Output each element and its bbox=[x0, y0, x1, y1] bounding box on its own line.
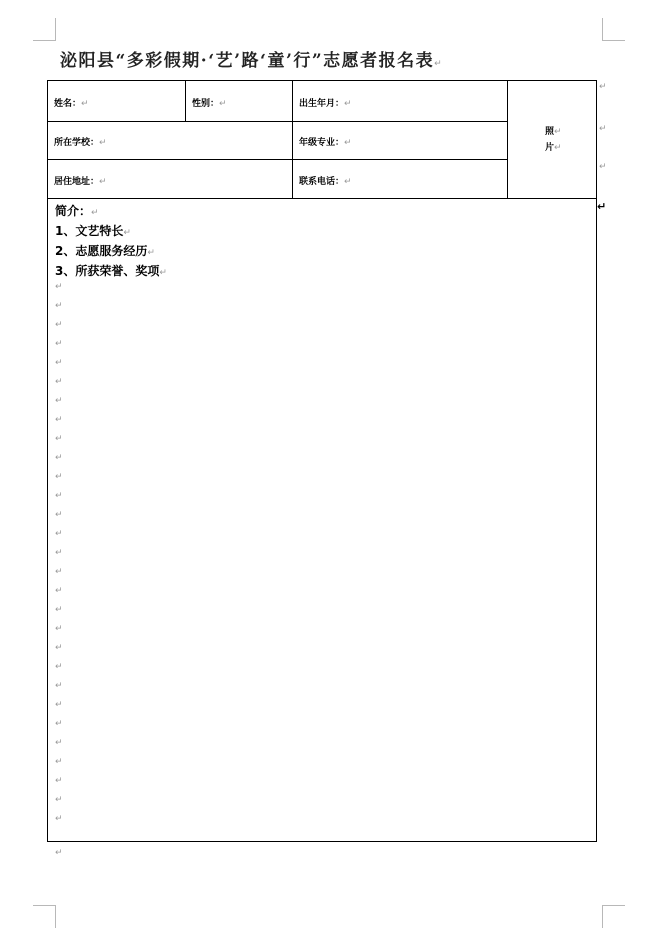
introduction-section[interactable] bbox=[55, 202, 167, 282]
grade-major-label: 年级专业： bbox=[299, 138, 345, 148]
name-field[interactable] bbox=[54, 96, 89, 109]
empty-paragraph-mark: ↵ bbox=[55, 586, 63, 596]
empty-paragraph-mark: ↵ bbox=[55, 700, 63, 710]
empty-paragraph-mark: ↵ bbox=[55, 282, 63, 292]
photo-placeholder[interactable] bbox=[545, 124, 562, 153]
empty-paragraph-mark: ↵ bbox=[55, 377, 63, 387]
empty-paragraph-mark: ↵ bbox=[55, 548, 63, 558]
document-title bbox=[60, 46, 600, 71]
address-label: 居住地址： bbox=[54, 177, 100, 187]
paragraph-mark: ↵ bbox=[91, 208, 99, 218]
photo-label-line1: 照 bbox=[545, 127, 555, 137]
empty-paragraph-mark: ↵ bbox=[55, 776, 63, 786]
paragraph-mark: ↵ bbox=[159, 268, 167, 278]
title-text: 泌阳县“多彩假期·‘艺’路‘童’行”志愿者报名表 bbox=[60, 51, 435, 71]
empty-paragraph-mark: ↵ bbox=[55, 795, 63, 805]
empty-paragraph-mark: ↵ bbox=[55, 320, 63, 330]
paragraph-mark: ↵ bbox=[554, 143, 562, 153]
paragraph-mark: ↵ bbox=[554, 127, 562, 137]
intro-item-volunteer-experience: 2、志愿服务经历 bbox=[55, 244, 148, 258]
row-divider bbox=[47, 159, 507, 160]
paragraph-mark: ↵ bbox=[344, 138, 352, 148]
empty-paragraph-mark: ↵ bbox=[55, 529, 63, 539]
photo-label-line2: 片 bbox=[545, 143, 555, 153]
empty-paragraph-mark: ↵ bbox=[55, 339, 63, 349]
paragraph-mark: ↵ bbox=[344, 177, 352, 187]
paragraph-mark: ↵ bbox=[99, 177, 107, 187]
empty-paragraph-mark: ↵ bbox=[55, 358, 63, 368]
paragraph-mark: ↵ bbox=[219, 99, 227, 109]
intro-heading: 简介： bbox=[55, 204, 92, 218]
empty-paragraph-mark: ↵ bbox=[55, 757, 63, 767]
intro-item-talents: 1、文艺特长 bbox=[55, 224, 124, 238]
empty-paragraph-mark: ↵ bbox=[55, 472, 63, 482]
crop-mark-top-left bbox=[33, 18, 56, 41]
row-divider bbox=[47, 198, 597, 199]
empty-paragraph-mark: ↵ bbox=[55, 681, 63, 691]
empty-paragraph-mark: ↵ bbox=[55, 453, 63, 463]
empty-paragraph-mark: ↵ bbox=[55, 510, 63, 520]
paragraph-mark: ↵ bbox=[344, 99, 352, 109]
row-end-mark: ↵ bbox=[599, 124, 607, 134]
column-divider bbox=[185, 80, 186, 121]
address-field[interactable] bbox=[54, 174, 107, 187]
empty-paragraph-mark: ↵ bbox=[55, 848, 63, 858]
empty-paragraph-mark: ↵ bbox=[55, 814, 63, 824]
gender-field[interactable] bbox=[192, 96, 227, 109]
row-end-mark: ↵ bbox=[597, 200, 607, 213]
intro-item-honors: 3、所获荣誉、奖项 bbox=[55, 264, 160, 278]
paragraph-mark: ↵ bbox=[81, 99, 89, 109]
school-field[interactable] bbox=[54, 135, 107, 148]
birth-date-field[interactable] bbox=[299, 96, 352, 109]
empty-paragraph-mark: ↵ bbox=[55, 738, 63, 748]
name-label: 姓名： bbox=[54, 99, 82, 109]
grade-major-field[interactable] bbox=[299, 135, 352, 148]
column-divider bbox=[292, 80, 293, 198]
phone-label: 联系电话： bbox=[299, 177, 345, 187]
paragraph-mark: ↵ bbox=[147, 248, 155, 258]
crop-mark-bottom-right bbox=[602, 905, 625, 928]
empty-paragraph-mark: ↵ bbox=[55, 434, 63, 444]
gender-label: 性别： bbox=[192, 99, 220, 109]
empty-paragraph-mark: ↵ bbox=[55, 301, 63, 311]
registration-form-table bbox=[47, 80, 597, 842]
empty-paragraph-mark: ↵ bbox=[55, 415, 63, 425]
empty-paragraph-mark: ↵ bbox=[55, 605, 63, 615]
phone-field[interactable] bbox=[299, 174, 352, 187]
column-divider bbox=[507, 80, 508, 198]
birth-date-label: 出生年月： bbox=[299, 99, 345, 109]
empty-paragraph-mark: ↵ bbox=[55, 624, 63, 634]
paragraph-mark: ↵ bbox=[123, 228, 131, 238]
row-divider bbox=[47, 121, 507, 122]
row-end-mark: ↵ bbox=[599, 162, 607, 172]
paragraph-mark: ↵ bbox=[434, 59, 442, 69]
empty-paragraph-mark: ↵ bbox=[55, 719, 63, 729]
crop-mark-top-right bbox=[602, 18, 625, 41]
empty-paragraph-mark: ↵ bbox=[55, 643, 63, 653]
empty-paragraph-mark: ↵ bbox=[55, 567, 63, 577]
empty-paragraph-mark: ↵ bbox=[55, 491, 63, 501]
crop-mark-bottom-left bbox=[33, 905, 56, 928]
paragraph-mark: ↵ bbox=[99, 138, 107, 148]
row-end-mark: ↵ bbox=[599, 82, 607, 92]
empty-paragraph-mark: ↵ bbox=[55, 662, 63, 672]
empty-paragraph-mark: ↵ bbox=[55, 396, 63, 406]
school-label: 所在学校： bbox=[54, 138, 100, 148]
